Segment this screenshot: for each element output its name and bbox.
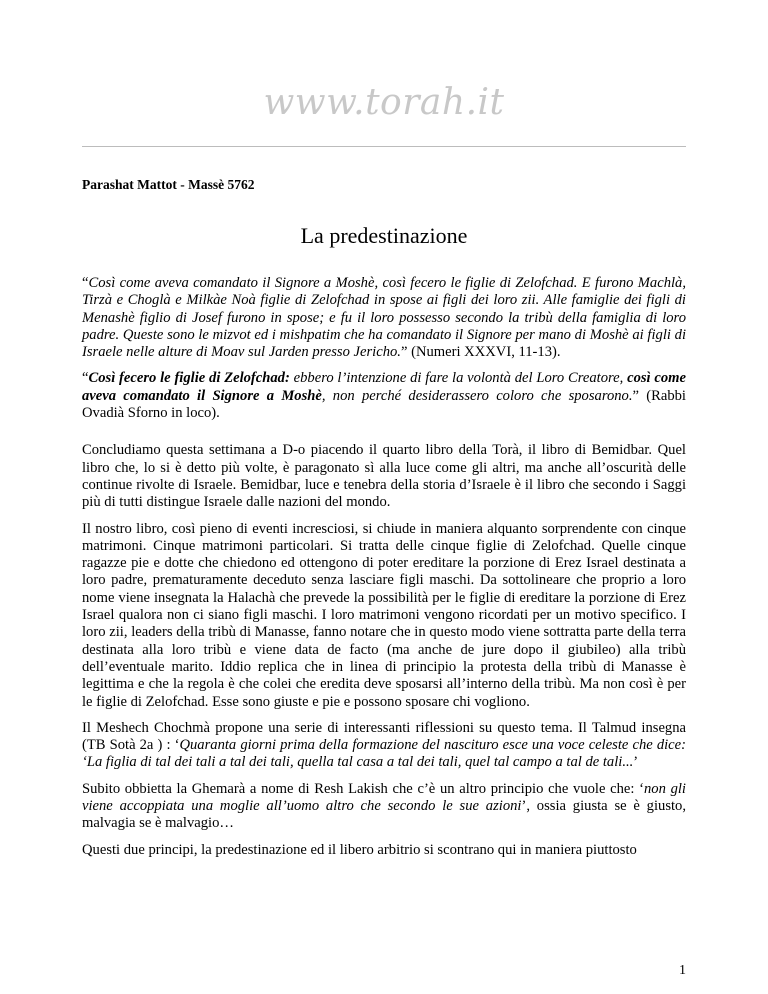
site-header: www.torah.it bbox=[263, 82, 505, 123]
paragraph-4 bbox=[82, 781, 686, 833]
paragraph-3-end: ’ bbox=[633, 754, 639, 771]
paragraph-3 bbox=[82, 720, 686, 772]
quote-italic-1: ebbero l’intenzione di fare la volontà del Loro Creatore, bbox=[289, 370, 628, 387]
article-body bbox=[82, 275, 686, 868]
header-divider bbox=[82, 146, 686, 147]
page-number: 1 bbox=[679, 963, 686, 978]
paragraph-5: Questi due principi, la predestinazione ed il libero arbitrio si scontrano qui in maniera piuttosto bbox=[82, 841, 637, 858]
parasha-heading: Parashat Mattot - Massè 5762 bbox=[82, 177, 255, 192]
quote-open-mark: “ bbox=[82, 275, 89, 291]
quote-source: ” (Numeri XXXVI, 11-13). bbox=[400, 344, 561, 361]
quote-bold-1: Così fecero le figlie di Zelofchad: bbox=[88, 370, 290, 387]
paragraph-3-quote: Quaranta giorni prima della formazione del nascituro esce una voce celeste che dice: ‘La figlia di tal dei tali a tal dei tali, quella tal casa a tal dei tali, quel tal campo a tal de tali... bbox=[82, 737, 686, 771]
paragraph-2: Il nostro libro, così pieno di eventi incresciosi, si chiude in maniera alquanto sorprendente con cinque matrimoni. Cinque matrimoni particolari. Si tratta delle cinque figlie di Zelofchad. Quelle cinque ragazze pie e dotte che chiedono ed ottengono di poter ereditare la porzione di Erez Israel destinata a loro padre, prematuramente deceduto senza lasciare figli maschi. Da sottolineare che proprio a loro nome viene insegnata la Halachà che prevede la possibilità per le figlie di ereditare la porzione di Erez Israel qualora non ci siano figli maschi. I loro matrimoni vengono ricordati per un motivo specifico. I loro zii, leaders della tribù di Manasse, fanno notare che in questo modo viene sottratta parte della terra destinata alla loro tribù e viene data de facto (ma anche de jure dopo il giubileo) alla tribù dell’eventuale marito. Iddio replica che in linea di principio la protesta della tribù di Manasse è legittima e che la regola è che colei che eredita deve sposarsi all’interno della tribù. Ma non così è per le figlie di Zelofchad. Esse sono giuste e pie e possono sposare chi vogliono. bbox=[82, 520, 686, 710]
paragraph-4-text: Subito obbietta la Ghemarà a nome di Resh Lakish che c’è un altro principio che vuole che: ‘ bbox=[82, 780, 644, 797]
paragraph-1: Concludiamo questa settimana a D-o piacendo il quarto libro della Torà, il libro di Bemidbar. Quel libro che, lo si è detto più volte, è paragonato sì alla luce come gli altri, ma anche all’oscurità delle continue rivolte di Israele. Bemidbar, luce e tenebra della storia d’Israele è il libro che secondo i Saggi più di tutti distingue Israele dalle nazioni del mondo. bbox=[82, 442, 686, 511]
paragraph-4-quote: non gli viene accoppiata una moglie all’uomo altro che secondo le sue azioni bbox=[82, 780, 686, 815]
paragraph-3-text: Il Meshech Chochmà propone una serie di interessanti riflessioni su questo tema. Il Talmud insegna (TB Sotà 2a ) : ‘ bbox=[82, 719, 686, 754]
quote-italic-2: , non perché desiderassero coloro che sposarono. bbox=[321, 387, 633, 404]
quote-open-mark: “ bbox=[82, 370, 89, 387]
quote-source: ” (Rabbi Ovadià Sforno in loco). bbox=[82, 387, 686, 422]
quote-numeri bbox=[82, 275, 686, 361]
quote-text: Così come aveva comandato il Signore a Moshè, così fecero le figlie di Zelofchad. E furono Machlà, Tirzà e Choglà e Milkàe Noà figlie di Zelofchad in spose ai figli dei loro zii. Alle famiglie dei figli di Menashè figlio di Josef furono in spose; e fu il loro possesso secondo la tribù della famiglia di loro padre. Queste sono le mizvot ed i mishpatim che ha comandato il Signore per mano di Moshè ai figli di Israele nelle alture di Moav sul Jarden presso Jericho. bbox=[82, 275, 686, 361]
page-title: La predestinazione bbox=[300, 223, 468, 248]
quote-bold-2: così come aveva comandato il Signore a Moshè bbox=[82, 370, 687, 404]
quote-sforno bbox=[82, 370, 686, 422]
paragraph-4-end: ’, ossia giusta se è giusto, malvagia se è malvagio… bbox=[82, 798, 687, 832]
